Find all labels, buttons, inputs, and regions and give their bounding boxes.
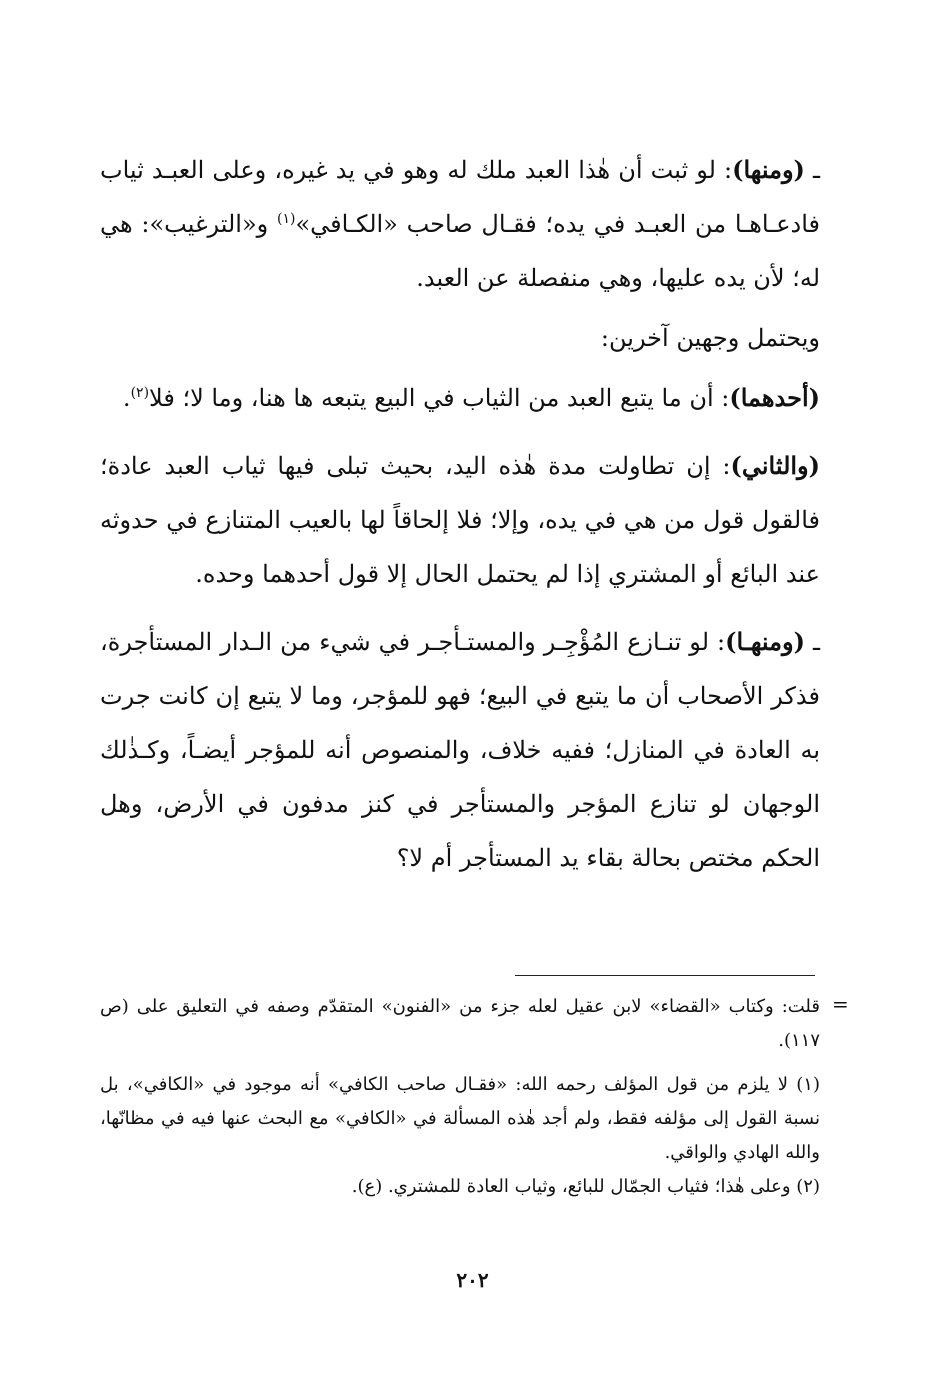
footnote-continued: قلت: وكتاب «القضاء» لابن عقيل لعله جزء من «الفنون» المتقدّم وصفه في التعليق على (ص ١١٧). [100,996,820,1051]
paragraph-1-text: : لو ثبت أن هٰذا العبد ملك له وهو في يد غيره، وعلى العبـد ثياب فادعـاهـا من العبـد في يده؛ فقـال صاحب «الكـافي» [100,156,820,238]
paragraph-4-text: : إن تطاولت مدة هٰذه اليد، بحيث تبلى فيها ثياب العبد عادة؛ فالقول قول من هي في يده، وإلا؛ فلا إلحاقاً لها بالعيب المتنازع في حدوثه عند البائع أو المشتري إذا لم يحتمل الحال إلا قول أحدهما وحده. [100,452,820,588]
footnote-2: (٢) وعلى هٰذا؛ فثياب الجمّال للبائع، وثياب العادة للمشتري. (ع). [351,1176,820,1197]
paragraph-1-lead: (ومنها) [732,155,805,184]
paragraph-3-end: . [122,384,131,412]
paragraph-5-text: : لو تنـازع المُؤْجِـر والمستـأجـر في شيء من الـدار المستأجرة، فذكر الأصحاب أن ما يتبع في البيع؛ فهو للمؤجر، وما لا يتبع إن كانت جرت به العادة في المنازل؛ ففيه خلاف، والمنصوص أنه للمؤجر أيضـاً، وكـذٰلك الوجهان لو تنازع المؤجر والمستأجر في كنز مدفون في الأرض، وهل الحكم مختص بحالة بقاء يد المستأجر أم لا؟ [100,628,820,872]
paragraph-4 [100,439,820,601]
continuation-mark: = [832,992,849,1016]
main-text [100,143,820,885]
paragraph-1-dash: ـ [804,156,821,184]
paragraph-5-dash: ـ [804,628,820,656]
footnote-1: (١) لا يلزم من قول المؤلف رحمه الله: «فقـال صاحب الكافي» أنه موجود في «الكافي»، بل نسبة القول إلى مؤلفه فقط، ولم أجد هٰذه المسألة في «الكافي» مع البحث عنها فيه في مظانّها، والله الهادي والواقي. [100,1074,820,1163]
paragraph-1 [100,143,820,305]
footnotes [100,990,820,1204]
paragraph-3 [100,371,820,425]
footnote-ref-2: (٢) [130,385,150,401]
page-number: ٢٠٢ [456,1268,489,1292]
paragraph-2 [100,311,820,365]
paragraph-3-text: : أن ما يتبع العبد من الثياب في البيع يتبعه ها هنا، وما لا؛ فلا [149,384,730,412]
footnote-ref-1: (١) [276,211,296,227]
paragraph-1-rest: و«الترغيب»: هي له؛ لأن يده عليها، وهي منفصلة عن العبد. [100,210,820,292]
paragraph-2-text: ويحتمل وجهين آخرين: [600,324,820,352]
paragraph-4-lead: (والثاني) [730,451,820,480]
paragraph-3-lead: (أحدهما) [729,383,820,412]
footnote-separator [515,975,815,976]
paragraph-5-lead: (ومنهـا) [725,627,805,656]
paragraph-5 [100,615,820,885]
